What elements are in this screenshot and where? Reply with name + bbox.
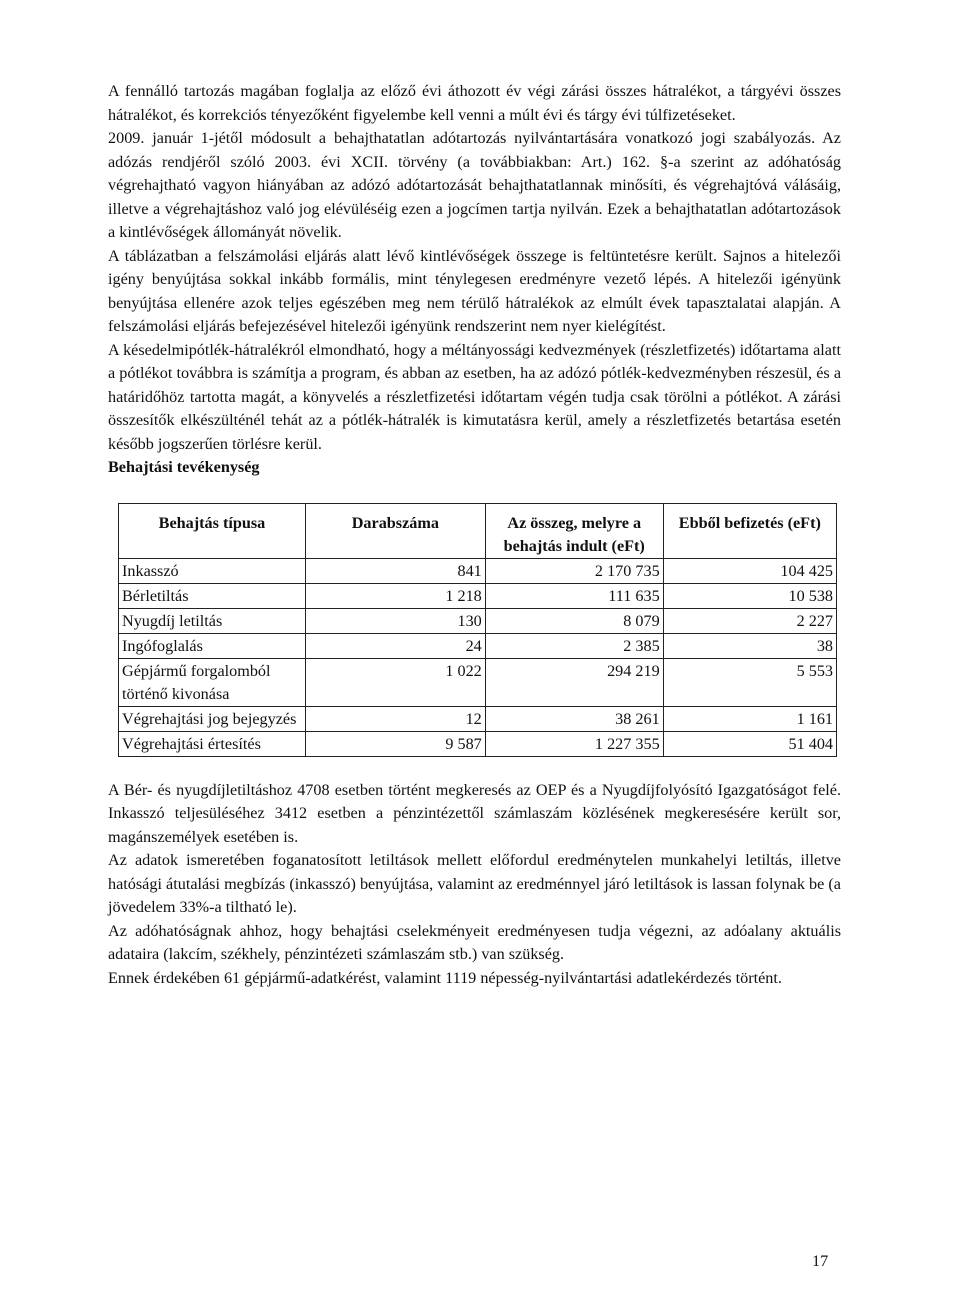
table-row xyxy=(119,706,837,731)
cell-type: Nyugdíj letiltás xyxy=(119,608,306,633)
cell-amount: 2 170 735 xyxy=(485,558,663,583)
header-amount: Az összeg, melyre a behajtás indult (eFt) xyxy=(485,503,663,558)
cell-paid: 38 xyxy=(663,633,836,658)
header-type: Behajtás típusa xyxy=(119,503,306,558)
cell-count: 130 xyxy=(305,608,485,633)
cell-type: Inkasszó xyxy=(119,558,306,583)
cell-paid: 1 161 xyxy=(663,706,836,731)
paragraph-wage-garnishment: A Bér- és nyugdíjletiltáshoz 4708 esetben történt megkeresés az OEP és a Nyugdíjfolyósító Igazgatóságot felé. Inkasszó teljesüléséhez 3412 esetben a pénzintézettől számlaszám közlésének megkeresésére került sor, magánszemélyek esetében is. xyxy=(108,780,841,846)
paragraph-liquidation: A táblázatban a felszámolási eljárás alatt lévő kintlévőségek összege is feltüntetésre került. Sajnos a hitelezői igény benyújtása sokkal inkább formális, mint ténylegesen eredményre vezető lépés. A hitelezői igényünk benyújtása ellenére azok teljes egészében meg nem térülő hátralékok az elmúlt évek tapasztalatai alapján. A felszámolási eljárás befejezésével hitelezői igényünk rendszerint nem nyer kielégítést. xyxy=(108,246,841,335)
table-row xyxy=(119,731,837,756)
document-page xyxy=(108,80,841,990)
cell-paid: 10 538 xyxy=(663,583,836,608)
cell-count: 1 022 xyxy=(305,658,485,706)
paragraph-overdue-debt: A fennálló tartozás magában foglalja az előző évi áthozott év végi zárási összes hátralékot, a tárgyévi összes hátralékot, és korrekciós tényezőként figyelembe kell venni a múlt évi és tárgy évi túlfizetéseket. xyxy=(108,82,841,124)
cell-type: Ingófoglalás xyxy=(119,633,306,658)
cell-count: 24 xyxy=(305,633,485,658)
paragraph-late-penalty: A késedelmipótlék-hátralékról elmondható, hogy a méltányossági kedvezmények (részletfizetés) időtartama alatt a pótlékot továbbra is számítja a program, és abban az esetben, ha az adózó pótlék-kedvezményben részesül, és a határidőhöz tartotta magát, a könyvelés a részletfizetési időtartam végén tudja csak törölni a pótlékot. A zárási összesítők elkészülténél tehát az a pótlék-hátralék is kimutatásra kerül, amely a részletfizetés betartása esetén később jogszerűen törlésre kerül. xyxy=(108,340,841,453)
cell-paid: 104 425 xyxy=(663,558,836,583)
cell-paid: 5 553 xyxy=(663,658,836,706)
table-row xyxy=(119,558,837,583)
cell-amount: 111 635 xyxy=(485,583,663,608)
cell-paid: 51 404 xyxy=(663,731,836,756)
header-paid: Ebből befizetés (eFt) xyxy=(663,503,836,558)
page-number: 17 xyxy=(812,1252,829,1270)
cell-type: Gépjármű forgalomból történő kivonása xyxy=(119,658,306,706)
cell-paid: 2 227 xyxy=(663,608,836,633)
table-row xyxy=(119,633,837,658)
cell-amount: 294 219 xyxy=(485,658,663,706)
paragraph-garnishment-results: Az adatok ismeretében foganatosított letiltások mellett előfordul eredménytelen munkahelyi letiltás, illetve hatósági átutalási megbízás (inkasszó) benyújtása, valamint az eredménnyel járó letiltások is lassan folynak be (a jövedelem 33%-a tiltható le). xyxy=(108,851,841,916)
cell-count: 1 218 xyxy=(305,583,485,608)
cell-amount: 1 227 355 xyxy=(485,731,663,756)
cell-amount: 8 079 xyxy=(485,608,663,633)
enforcement-table xyxy=(118,503,837,757)
table-row xyxy=(119,583,837,608)
cell-count: 841 xyxy=(305,558,485,583)
cell-count: 9 587 xyxy=(305,731,485,756)
cell-type: Végrehajtási jog bejegyzés xyxy=(119,706,306,731)
paragraph-uncollectible-debt: 2009. január 1-jétől módosult a behajthatatlan adótartozás nyilvántartására vonatkozó jogi szabályozás. Az adózás rendjéről szóló 2003. évi XCII. törvény (a továbbiakban: Art.) 162. §-a szerint az adóhatóság végrehajtható vagyon hiányában az adózó adótartozását behajthatatlannak minősíti, és végrehajtóvá válásáig, illetve a végrehajtáshoz való jog elévüléséig ezen a jogcímen tartja nyilván. Ezek a behajthatatlan adótartozások a kintlévőségek állományát növelik. xyxy=(108,129,841,241)
table-row xyxy=(119,608,837,633)
paragraph-data-requests: Ennek érdekében 61 gépjármű-adatkérést, valamint 1119 népesség-nyilvántartási adatlekérdezés történt. xyxy=(108,968,782,987)
cell-type: Végrehajtási értesítés xyxy=(119,731,306,756)
table-row xyxy=(119,658,837,706)
cell-amount: 2 385 xyxy=(485,633,663,658)
header-count: Darabszáma xyxy=(305,503,485,558)
table-header-row xyxy=(119,503,837,558)
section-title: Behajtási tevékenység xyxy=(108,458,260,476)
cell-count: 12 xyxy=(305,706,485,731)
cell-type: Bérletiltás xyxy=(119,583,306,608)
cell-amount: 38 261 xyxy=(485,706,663,731)
paragraph-data-requirement: Az adóhatóságnak ahhoz, hogy behajtási cselekményeit eredményesen tudja végezni, az adóalany aktuális adataira (lakcím, székhely, pénzintézeti számlaszám stb.) van szükség. xyxy=(108,921,841,963)
